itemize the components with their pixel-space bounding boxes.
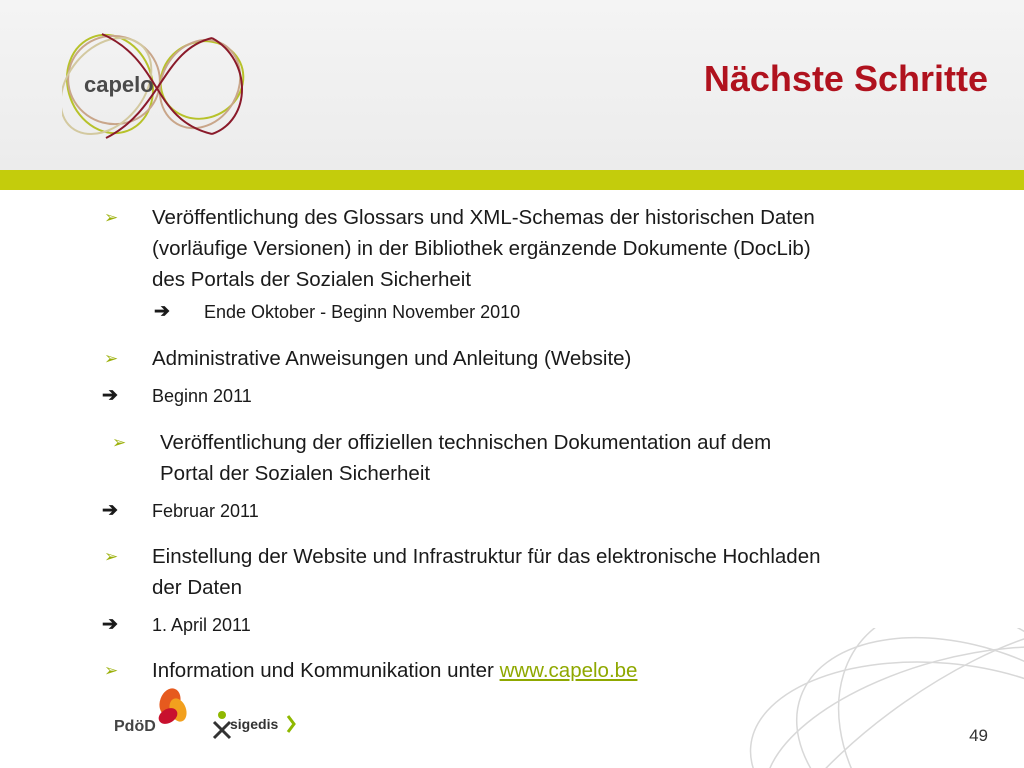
page-number: 49 xyxy=(969,726,988,745)
list-item-line: (vorläufige Versionen) in der Bibliothek ergänzende Dokumente (DocLib) xyxy=(152,237,811,260)
sub-item xyxy=(154,300,521,324)
list-item xyxy=(112,427,1000,489)
list-item-text: Information und Kommunikation unter xyxy=(152,659,500,682)
list-item-line: der Daten xyxy=(152,576,243,599)
arrowhead-bullet-icon: ➢ xyxy=(104,547,119,566)
arrowhead-bullet-icon: ➢ xyxy=(104,208,119,227)
list-item-line: Administrative Anweisungen und Anleitung (Website) xyxy=(152,347,632,370)
arrowhead-bullet-icon: ➢ xyxy=(104,661,119,680)
right-arrow-icon: ➔ xyxy=(102,614,118,635)
sub-item xyxy=(102,613,251,637)
pdod-logo xyxy=(112,688,192,740)
sub-item xyxy=(102,499,259,523)
arrowhead-bullet-icon: ➢ xyxy=(104,349,119,368)
right-arrow-icon: ➔ xyxy=(102,385,118,406)
list-item xyxy=(104,343,1002,374)
pdod-logo-text: PdöD xyxy=(114,718,156,735)
arrowhead-bullet-icon: ➢ xyxy=(112,433,127,452)
sigedis-logo xyxy=(212,710,296,744)
sub-item-text: Februar 2011 xyxy=(152,501,259,521)
decorative-swirl xyxy=(710,628,1024,768)
sub-item-text: 1. April 2011 xyxy=(152,615,251,635)
list-item-line: Portal der Sozialen Sicherheit xyxy=(160,462,431,485)
sub-item-text: Beginn 2011 xyxy=(152,386,252,406)
capelo-website-link[interactable]: www.capelo.be xyxy=(499,659,638,682)
list-item-line: des Portals der Sozialen Sicherheit xyxy=(152,268,472,291)
list-item xyxy=(104,202,1002,295)
sub-item-text: Ende Oktober - Beginn November 2010 xyxy=(204,302,521,322)
list-item-line: Veröffentlichung der offiziellen technischen Dokumentation auf dem xyxy=(160,431,772,454)
logo-wordmark: capelo xyxy=(84,72,154,97)
list-item xyxy=(104,541,1002,603)
page-title: Nächste Schritte xyxy=(703,58,988,99)
sub-item xyxy=(102,384,252,408)
right-arrow-icon: ➔ xyxy=(102,500,118,521)
list-item-line: Veröffentlichung des Glossars und XML-Schemas der historischen Daten xyxy=(152,206,815,229)
list-item-line: Einstellung der Website und Infrastruktur für das elektronische Hochladen xyxy=(152,545,821,568)
sigedis-logo-text: sigedis xyxy=(230,716,279,732)
right-arrow-icon: ➔ xyxy=(154,301,170,322)
